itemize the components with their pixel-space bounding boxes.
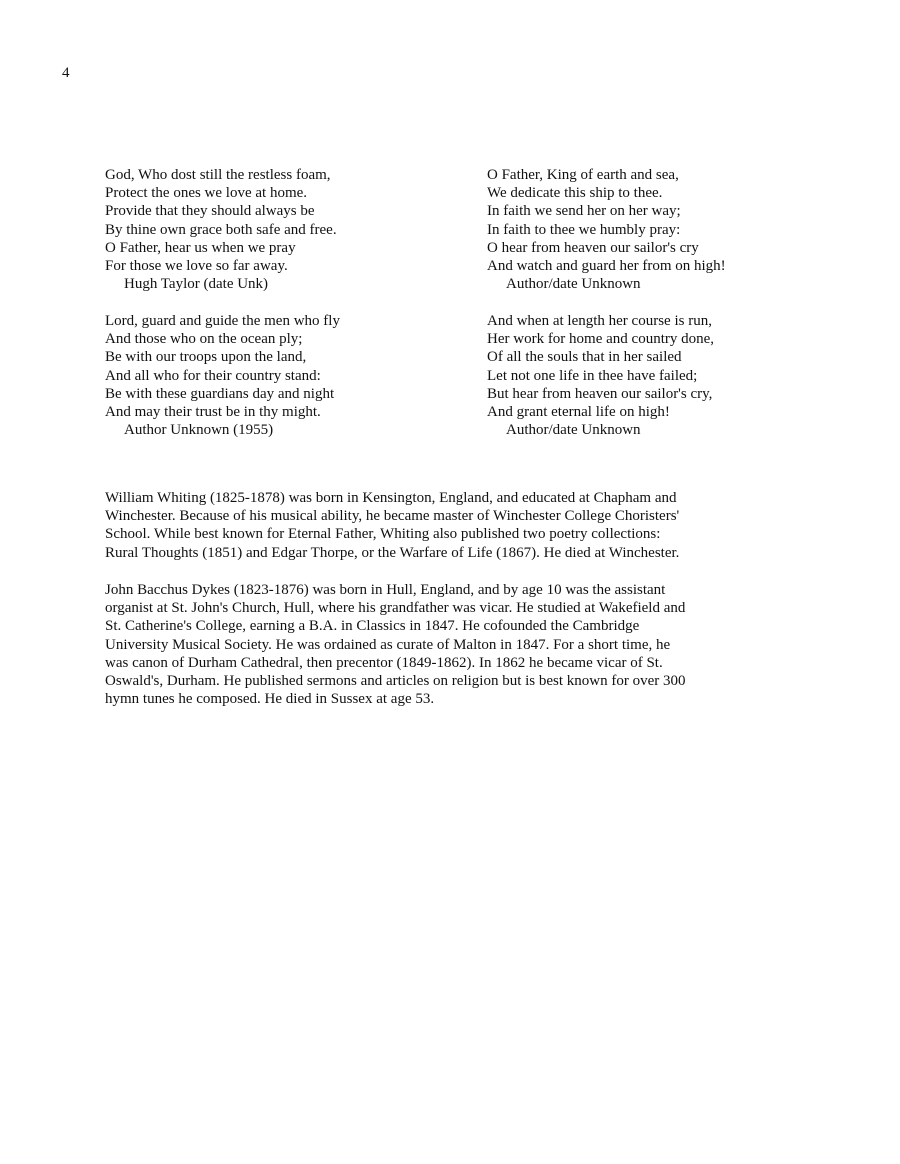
verse-line: In faith we send her on her way; bbox=[487, 203, 681, 220]
verse-line: Be with our troops upon the land, bbox=[105, 349, 307, 366]
verse-line: Provide that they should always be bbox=[105, 203, 315, 220]
stanza-ship-course bbox=[487, 312, 847, 439]
bio-john-bacchus-dykes bbox=[105, 581, 745, 708]
verse-line: And may their trust be in thy might. bbox=[105, 404, 321, 421]
verse-line: Of all the souls that in her sailed bbox=[487, 349, 682, 366]
verse-line: O Father, hear us when we pray bbox=[105, 239, 296, 256]
bio-line: Rural Thoughts (1851) and Edgar Thorpe, or the Warfare of Life (1867). He died at Winchester. bbox=[105, 544, 680, 561]
verse-line: Be with these guardians day and night bbox=[105, 385, 335, 402]
stanza-attribution: Author/date Unknown bbox=[506, 422, 641, 439]
bio-line: Oswald's, Durham. He published sermons and articles on religion but is best known for over 300 bbox=[105, 673, 686, 690]
verse-line: By thine own grace both safe and free. bbox=[105, 221, 337, 238]
stanza-ship-dedication bbox=[487, 166, 847, 293]
stanza-attribution: Author/date Unknown bbox=[506, 276, 641, 293]
bio-line: William Whiting (1825-1878) was born in Kensington, England, and educated at Chapham and bbox=[105, 490, 677, 506]
bio-line: was canon of Durham Cathedral, then precentor (1849-1862). In 1862 he became vicar of St. bbox=[105, 654, 663, 671]
page-number: 4 bbox=[62, 65, 70, 81]
bio-line: organist at St. John's Church, Hull, where his grandfather was vicar. He studied at Wakefield and bbox=[105, 600, 686, 617]
stanza-unknown-1955 bbox=[105, 312, 465, 439]
stanza-attribution: Author Unknown (1955) bbox=[124, 422, 274, 439]
bio-line: Winchester. Because of his musical ability, he became master of Winchester College Choristers' bbox=[105, 508, 680, 525]
verse-line: And grant eternal life on high! bbox=[487, 404, 670, 421]
verse-line: And when at length her course is run, bbox=[487, 313, 712, 329]
verse-line: Lord, guard and guide the men who fly bbox=[105, 313, 340, 329]
verse-line: For those we love so far away. bbox=[105, 258, 288, 275]
bio-line: School. While best known for Eternal Father, Whiting also published two poetry collections: bbox=[105, 526, 661, 543]
verse-line: O hear from heaven our sailor's cry bbox=[487, 239, 699, 256]
stanza-attribution: Hugh Taylor (date Unk) bbox=[124, 276, 269, 293]
bio-line: John Bacchus Dykes (1823-1876) was born in Hull, England, and by age 10 was the assistant bbox=[105, 582, 666, 598]
verse-line: But hear from heaven our sailor's cry, bbox=[487, 385, 713, 402]
verse-line: Let not one life in thee have failed; bbox=[487, 367, 698, 384]
bio-line: hymn tunes he composed. He died in Sussex at age 53. bbox=[105, 691, 435, 708]
verse-line: We dedicate this ship to thee. bbox=[487, 185, 663, 202]
bio-line: University Musical Society. He was ordained as curate of Malton in 1847. For a short time, he bbox=[105, 636, 671, 653]
verse-line: And watch and guard her from on high! bbox=[487, 258, 726, 275]
verse-line: God, Who dost still the restless foam, bbox=[105, 167, 331, 183]
verse-line: O Father, King of earth and sea, bbox=[487, 167, 679, 183]
bio-william-whiting bbox=[105, 489, 745, 562]
verse-line: And those who on the ocean ply; bbox=[105, 331, 303, 348]
stanza-taylor bbox=[105, 166, 465, 293]
verse-line: In faith to thee we humbly pray: bbox=[487, 221, 681, 238]
verse-line: Protect the ones we love at home. bbox=[105, 185, 308, 202]
bio-line: St. Catherine's College, earning a B.A. in Classics in 1847. He cofounded the Cambridge bbox=[105, 618, 640, 635]
verse-line: And all who for their country stand: bbox=[105, 367, 321, 384]
verse-line: Her work for home and country done, bbox=[487, 331, 715, 348]
